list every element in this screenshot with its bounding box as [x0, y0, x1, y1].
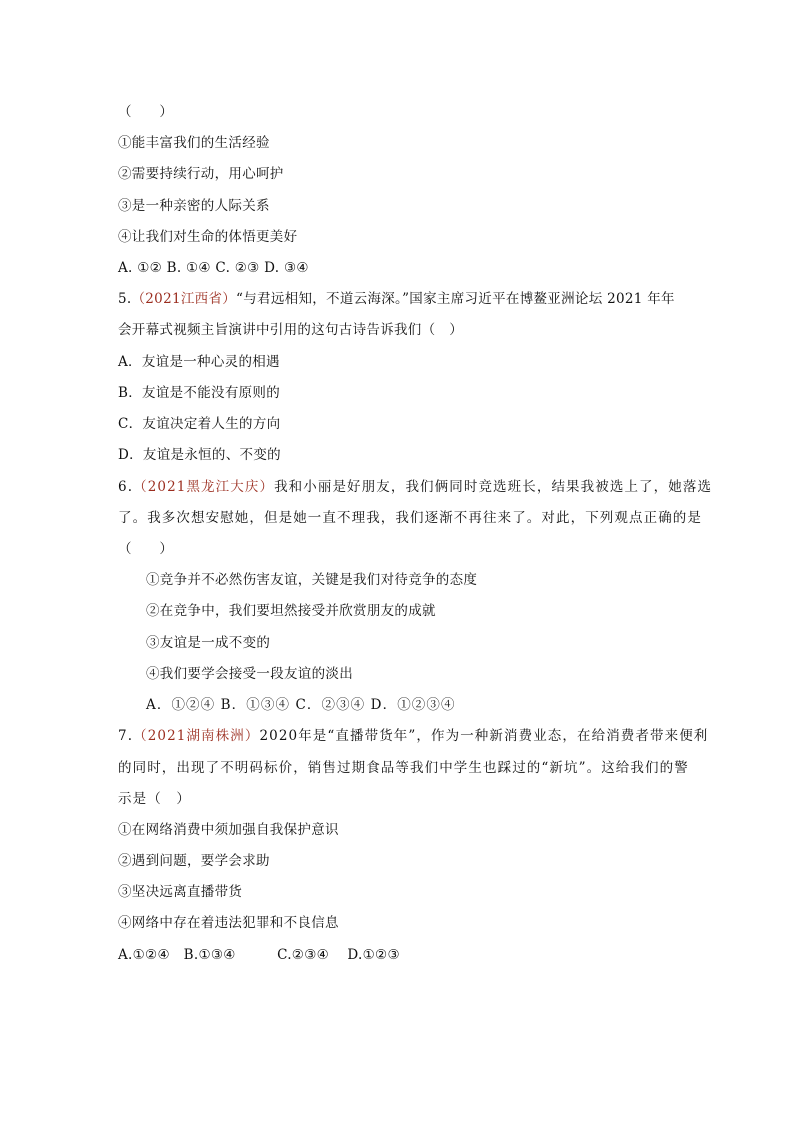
q6-option-1: ①竞争并不必然伤害友谊，关键是我们对待竞争的态度 — [146, 572, 478, 588]
q5-option-c: C．友谊决定着人生的方向 — [118, 416, 281, 432]
q7-option-4: ④网络中存在着违法犯罪和不良信息 — [118, 915, 339, 931]
q7-stem-line-2: 的同时，出现了不明码标价，销售过期食品等我们中学生也踩过的“新坑”。这给我们的警 — [118, 760, 689, 776]
q4-option-2: ②需要持续行动，用心呵护 — [118, 166, 284, 182]
q5-stem-line-1 — [118, 289, 675, 309]
q6-option-3: ③友谊是一成不变的 — [146, 635, 271, 651]
q5-stem-text: “与君远相知，不道云海深。”国家主席习近平在博鳌亚洲论坛 2021 年年 — [236, 291, 675, 307]
q7-option-3: ③坚决远离直播带货 — [118, 884, 243, 900]
q4-option-3: ③是一种亲密的人际关系 — [118, 198, 270, 214]
q7-stem-line-1 — [118, 726, 708, 746]
q5-stem-line-2: 会开幕式视频主旨演讲中引用的这句古诗告诉我们（ ） — [118, 322, 463, 338]
q6-stem-text: 我和小丽是好朋友，我们俩同时竞选班长，结果我被选上了，她落选 — [274, 479, 713, 495]
q7-option-1: ①在网络消费中须加强自我保护意识 — [118, 822, 339, 838]
q6-answer-paren: （ ） — [118, 541, 174, 557]
q5-number: 5. — [118, 291, 132, 307]
q4-answer-choices: A. ①② B. ①④ C. ②③ D. ③④ — [118, 260, 309, 276]
q7-option-2: ②遇到问题，要学会求助 — [118, 853, 270, 869]
q6-answer-choices: A．①②④ B．①③④ C．②③④ D．①②③④ — [146, 697, 456, 713]
q4-option-1: ①能丰富我们的生活经验 — [118, 135, 270, 151]
q6-stem-line-2: 了。我多次想安慰她，但是她一直不理我，我们逐渐不再往来了。对此，下列观点正确的是 — [118, 510, 702, 526]
q4-answer-paren: （ ） — [118, 104, 174, 120]
q5-option-b: B．友谊是不能没有原则的 — [118, 385, 281, 401]
q6-source: （2021黑龙江大庆） — [133, 479, 275, 495]
q5-option-a: A．友谊是一种心灵的相遇 — [118, 354, 280, 370]
q7-stem-line-3: 示是（ ） — [118, 791, 191, 807]
q6-number: 6. — [118, 479, 134, 495]
q5-source: （2021江西省） — [131, 291, 237, 307]
q7-source: （2021湖南株洲） — [133, 728, 260, 744]
q6-stem-line-1 — [118, 477, 712, 497]
q7-answer-choices: A.①②④ B.①③④ C.②③④ D.①②③ — [118, 947, 400, 963]
q6-option-4: ④我们要学会接受一段友谊的淡出 — [146, 666, 353, 682]
q6-option-2: ②在竞争中，我们要坦然接受并欣赏朋友的成就 — [146, 603, 436, 619]
q4-option-4: ④让我们对生命的体悟更美好 — [118, 229, 298, 245]
q7-number: 7. — [118, 728, 134, 744]
q5-option-d: D．友谊是永恒的、不变的 — [118, 447, 281, 463]
q7-stem-text: 2020年是“直播带货年”，作为一种新消费业态，在给消费者带来便利 — [259, 728, 709, 744]
